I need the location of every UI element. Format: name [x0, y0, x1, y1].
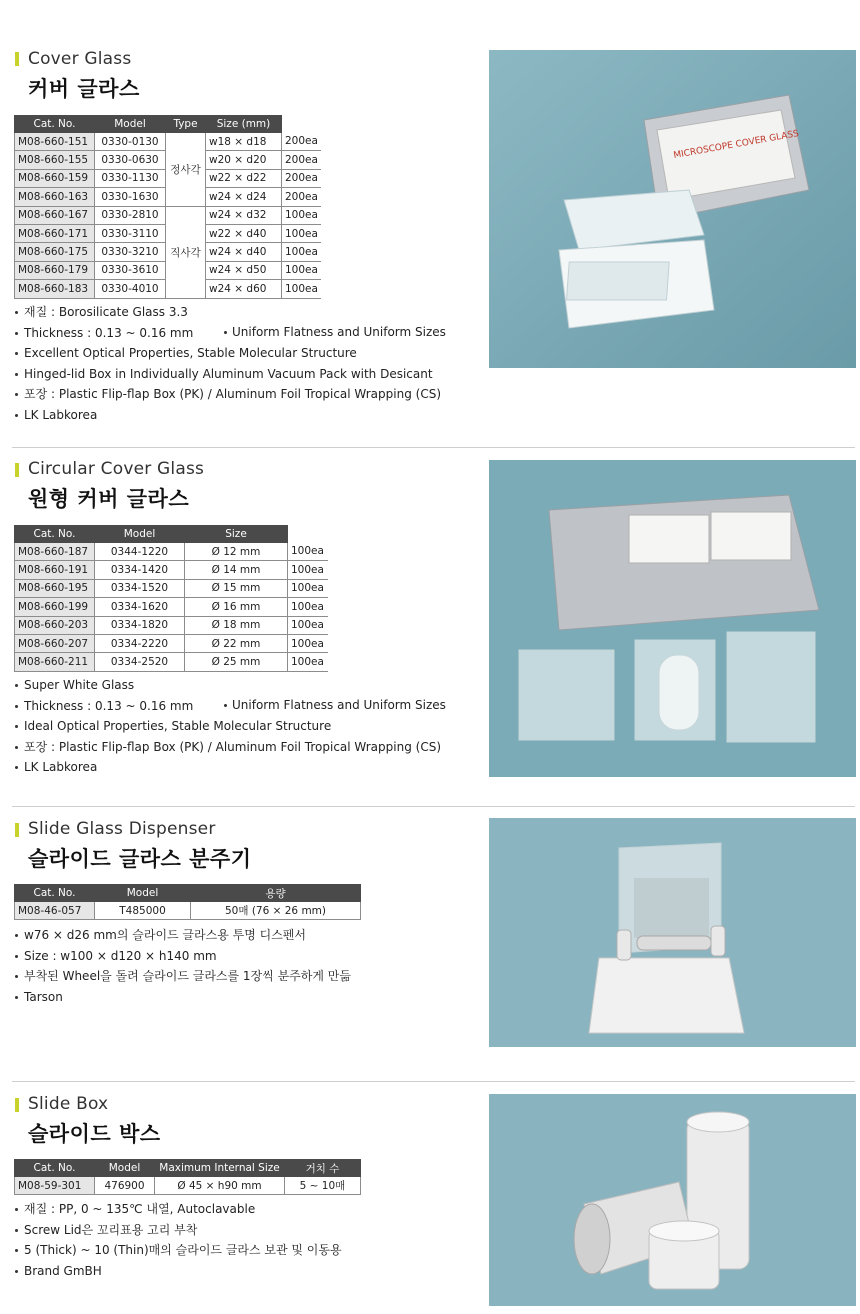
cell-cat: M08-660-211	[15, 653, 95, 671]
cover-glass-title-ko: 커버 글라스	[28, 77, 140, 101]
cell-cat: M08-59-301	[15, 1177, 95, 1195]
cell-size: Ø 15 mm	[185, 579, 288, 597]
header-count: 거치 수	[285, 1160, 361, 1177]
list-item: Excellent Optical Properties, Stable Molecular Structure	[15, 343, 441, 364]
cell-cat: M08-660-195	[15, 579, 95, 597]
section-divider	[12, 806, 855, 807]
header-cat-no: Cat. No.	[15, 116, 95, 133]
slide-box-photo	[489, 1094, 856, 1306]
cell-capacity: 50매 (76 × 26 mm)	[191, 902, 361, 920]
cell-size: w24 × d50	[206, 261, 282, 279]
list-item: LK Labkorea	[15, 405, 441, 426]
cell-size: w24 × d24	[206, 188, 282, 206]
cell-model: 0330-3610	[95, 261, 166, 279]
cell-qty: 100ea	[282, 224, 321, 242]
list-item: 포장 : Plastic Flip-flap Box (PK) / Aluminum Foil Tropical Wrapping (CS)	[15, 384, 441, 405]
list-item: Ideal Optical Properties, Stable Molecular Structure	[15, 716, 441, 737]
cell-size: Ø 18 mm	[185, 616, 288, 634]
cell-model: 0334-1820	[95, 616, 185, 634]
cell-cat: M08-660-191	[15, 561, 95, 579]
slide-box-title-ko: 슬라이드 박스	[28, 1122, 161, 1146]
cell-size: Ø 22 mm	[185, 634, 288, 652]
header-model: Model	[95, 116, 166, 133]
cell-model: 0334-1520	[95, 579, 185, 597]
cell-model: 0330-1130	[95, 169, 166, 187]
cell-model: 0330-0130	[95, 133, 166, 151]
cover-glass-box-illustration	[489, 50, 856, 368]
slide-box-spec-table	[14, 1159, 361, 1195]
table-row	[15, 561, 328, 579]
cell-cat: M08-660-151	[15, 133, 95, 151]
cell-size: w20 × d20	[206, 151, 282, 169]
dispenser-bullets	[15, 925, 351, 1007]
slide-box-bullets	[15, 1199, 342, 1281]
list-item: Brand GmBH	[15, 1261, 342, 1282]
cover-glass-bullet-extra: Uniform Flatness and Uniform Sizes	[224, 325, 446, 339]
circular-bullets	[15, 675, 441, 778]
title-accent-bar	[15, 823, 19, 837]
cell-qty: 100ea	[288, 653, 328, 671]
header-cat-no: Cat. No.	[15, 1160, 95, 1177]
cell-model: 0330-4010	[95, 280, 166, 298]
cell-qty: 100ea	[282, 243, 321, 261]
cell-cat: M08-660-203	[15, 616, 95, 634]
cell-type: 정사각	[166, 133, 206, 207]
table-row	[15, 653, 328, 671]
table-row	[15, 133, 321, 151]
cell-model: 0334-1420	[95, 561, 185, 579]
list-item: Thickness : 0.13 ~ 0.16 mm	[15, 696, 441, 717]
list-item: Screw Lid은 꼬리표용 고리 부착	[15, 1220, 342, 1241]
table-row	[15, 598, 328, 616]
title-accent-bar	[15, 52, 19, 66]
cell-model: 0344-1220	[95, 543, 185, 561]
header-type: Type	[166, 116, 206, 133]
cell-cat: M08-660-167	[15, 206, 95, 224]
title-accent-bar	[15, 463, 19, 477]
cell-size: Ø 45 × h90 mm	[155, 1177, 285, 1195]
cell-cat: M08-660-187	[15, 543, 95, 561]
list-item: 부착된 Wheel을 돌려 슬라이드 글라스를 1장씩 분주하게 만듦	[15, 966, 351, 987]
table-row	[15, 634, 328, 652]
cell-qty: 200ea	[282, 151, 321, 169]
cover-glass-spec-table	[14, 115, 321, 299]
cell-size: w24 × d32	[206, 206, 282, 224]
header-size: Size (mm)	[206, 116, 282, 133]
list-item: Tarson	[15, 987, 351, 1008]
header-max-size: Maximum Internal Size	[155, 1160, 285, 1177]
cell-size: w24 × d40	[206, 243, 282, 261]
cell-qty: 200ea	[282, 169, 321, 187]
cell-qty: 100ea	[288, 561, 328, 579]
list-item: 재질 : Borosilicate Glass 3.3	[15, 302, 441, 323]
circular-boxes-illustration	[489, 460, 856, 777]
cell-size: Ø 14 mm	[185, 561, 288, 579]
cell-qty: 100ea	[288, 598, 328, 616]
cover-glass-photo	[489, 50, 856, 368]
circular-bullet-extra: Uniform Flatness and Uniform Sizes	[224, 698, 446, 712]
cell-model: 0334-2520	[95, 653, 185, 671]
cell-qty: 100ea	[282, 261, 321, 279]
cell-model: 0330-2810	[95, 206, 166, 224]
dispenser-spec-table	[14, 884, 361, 920]
cell-qty: 100ea	[288, 579, 328, 597]
dispenser-illustration	[489, 818, 856, 1047]
slide-box-illustration	[489, 1094, 856, 1306]
list-item: Thickness : 0.13 ~ 0.16 mm	[15, 323, 441, 344]
cell-model: 476900	[95, 1177, 155, 1195]
cell-model: T485000	[95, 902, 191, 920]
cell-size: Ø 25 mm	[185, 653, 288, 671]
circular-spec-table	[14, 525, 328, 672]
table-row	[15, 902, 361, 920]
cell-model: 0334-1620	[95, 598, 185, 616]
list-item: Size : w100 × d120 × h140 mm	[15, 946, 351, 967]
header-size: Size	[185, 526, 288, 543]
cell-size: w22 × d40	[206, 224, 282, 242]
cell-cat: M08-660-183	[15, 280, 95, 298]
cell-size: w18 × d18	[206, 133, 282, 151]
cell-cat: M08-660-175	[15, 243, 95, 261]
cell-cat: M08-660-207	[15, 634, 95, 652]
section-divider	[12, 1081, 855, 1082]
list-item: Super White Glass	[15, 675, 441, 696]
cell-size: w24 × d60	[206, 280, 282, 298]
svg-text:MICROSCOPE COVER GLASS: MICROSCOPE COVER GLASS	[672, 129, 800, 161]
cell-cat: M08-660-159	[15, 169, 95, 187]
header-model: Model	[95, 885, 191, 902]
circular-title-ko: 원형 커버 글라스	[28, 487, 190, 511]
list-item: Hinged-lid Box in Individually Aluminum Vacuum Pack with Desicant	[15, 364, 441, 385]
cell-cat: M08-660-155	[15, 151, 95, 169]
dispenser-photo	[489, 818, 856, 1047]
slide-box-title-en: Slide Box	[28, 1094, 109, 1114]
cell-size: Ø 12 mm	[185, 543, 288, 561]
cell-cat: M08-660-171	[15, 224, 95, 242]
cell-count: 5 ~ 10매	[285, 1177, 361, 1195]
header-blank	[288, 526, 328, 543]
table-row	[15, 206, 321, 224]
dispenser-title-en: Slide Glass Dispenser	[28, 819, 216, 839]
cell-qty: 100ea	[282, 280, 321, 298]
cell-cat: M08-660-179	[15, 261, 95, 279]
cell-cat: M08-660-163	[15, 188, 95, 206]
cell-model: 0330-3110	[95, 224, 166, 242]
cell-qty: 100ea	[288, 543, 328, 561]
title-accent-bar	[15, 1098, 19, 1112]
circular-title-en: Circular Cover Glass	[28, 459, 205, 479]
cell-cat: M08-46-057	[15, 902, 95, 920]
cell-qty: 100ea	[288, 634, 328, 652]
header-model: Model	[95, 1160, 155, 1177]
header-cat-no: Cat. No.	[15, 526, 95, 543]
header-model: Model	[95, 526, 185, 543]
cover-glass-bullets	[15, 302, 441, 426]
header-blank	[282, 116, 321, 133]
header-capacity: 용량	[191, 885, 361, 902]
cell-model: 0334-2220	[95, 634, 185, 652]
cell-type: 직사각	[166, 206, 206, 298]
list-item: LK Labkorea	[15, 757, 441, 778]
circular-photo	[489, 460, 856, 777]
table-row	[15, 1177, 361, 1195]
cell-qty: 100ea	[282, 206, 321, 224]
cell-qty: 100ea	[288, 616, 328, 634]
cell-qty: 200ea	[282, 188, 321, 206]
table-row	[15, 616, 328, 634]
cell-cat: M08-660-199	[15, 598, 95, 616]
cell-model: 0330-0630	[95, 151, 166, 169]
cover-glass-title-en: Cover Glass	[28, 49, 132, 69]
cell-size: Ø 16 mm	[185, 598, 288, 616]
list-item: 재질 : PP, 0 ~ 135℃ 내열, Autoclavable	[15, 1199, 342, 1220]
dispenser-title-ko: 슬라이드 글라스 분주기	[28, 847, 252, 871]
cell-model: 0330-1630	[95, 188, 166, 206]
list-item: 포장 : Plastic Flip-flap Box (PK) / Aluminum Foil Tropical Wrapping (CS)	[15, 737, 441, 758]
cell-qty: 200ea	[282, 133, 321, 151]
table-row	[15, 579, 328, 597]
cell-model: 0330-3210	[95, 243, 166, 261]
list-item: 5 (Thick) ~ 10 (Thin)매의 슬라이드 글라스 보관 및 이동용	[15, 1240, 342, 1261]
section-divider	[12, 447, 855, 448]
list-item: w76 × d26 mm의 슬라이드 글라스용 투명 디스펜서	[15, 925, 351, 946]
cell-size: w22 × d22	[206, 169, 282, 187]
header-cat-no: Cat. No.	[15, 885, 95, 902]
table-row	[15, 543, 328, 561]
